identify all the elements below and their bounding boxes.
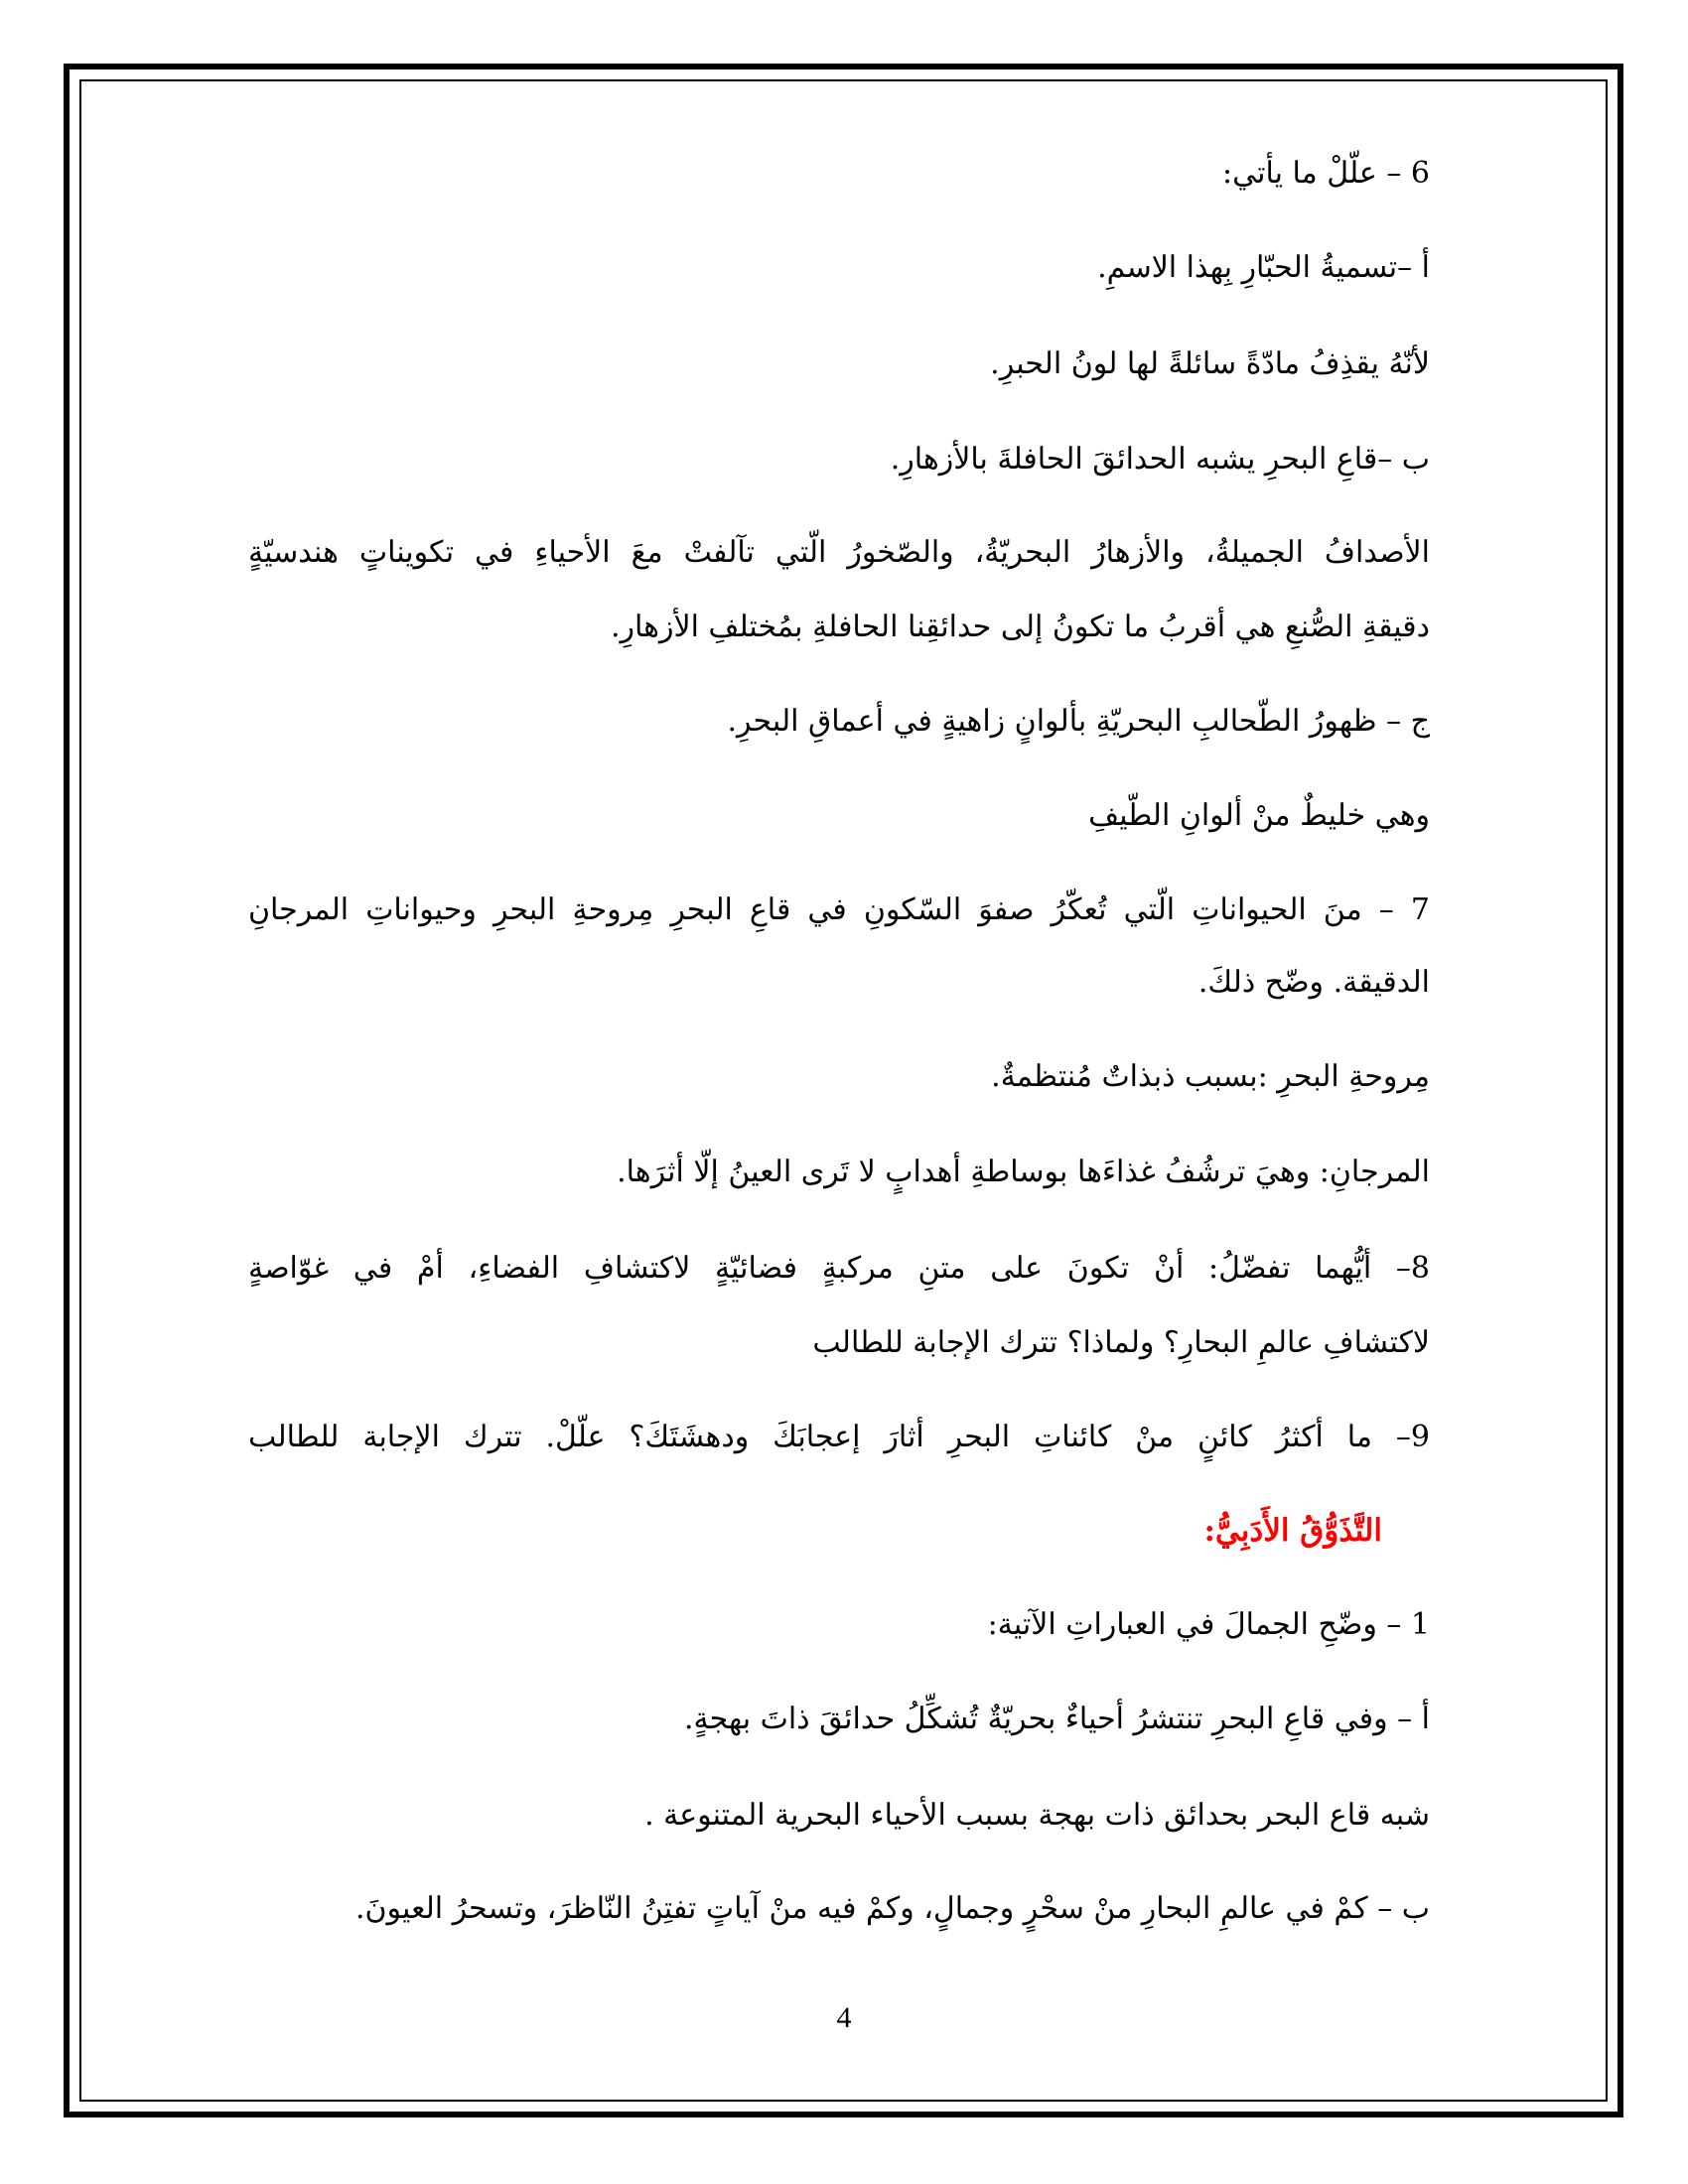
- taste-question-1a-text: أ – وفي قاعِ البحرِ تنتشرُ أحياءٌ بحريّةٌ تُشكِّلُ حدائقَ ذاتَ بهجةٍ.: [683, 1702, 1430, 1736]
- question-7-line-1: 7 – منَ الحيواناتِ الّتي تُعكّرُ صفوَ السّكونِ في قاعِ البحرِ مِروحةِ البحرِ وحيواناتِ المرجانِ: [248, 892, 1430, 927]
- answer-7-coral-text: المرجانِ: وهيَ ترشُفُ غذاءَها بوساطةِ أهدابٍ لا تَرى العينُ إلّا أثرَها.: [617, 1155, 1430, 1189]
- question-6-text: 6 – علّلْ ما يأتي:: [1222, 156, 1430, 191]
- question-8-line-1: 8– أيُّهما تفضّلُ: أنْ تكونَ على متنِ مركبةٍ فضائيّةٍ لاكتشافِ الفضاءِ، أمْ في غوّاصةٍ: [248, 1251, 1430, 1286]
- section-heading: التَّذَوُّقُ الأَدَبِيُّ:: [1203, 1513, 1382, 1549]
- answer-7-fan-text: مِروحةِ البحرِ :بسبب ذبذاتٌ مُنتظمةٌ.: [991, 1059, 1430, 1094]
- taste-question-1-text: 1 – وضّحِ الجمالَ في العباراتِ الآتية:: [987, 1607, 1430, 1642]
- taste-answer-1a-text: شبه قاع البحر بحدائق ذات بهجة بسبب الأحياء البحرية المتنوعة .: [644, 1798, 1430, 1833]
- page-number: 4: [836, 2001, 852, 2034]
- answer-6a-text: لأنّهُ يقذِفُ مادّةً سائلةً لها لونُ الحبرِ.: [990, 346, 1430, 381]
- answer-6b-line-1: الأصدافُ الجميلةُ، والأزهارُ البحريّةُ، والصّخورُ الّتي تآلفتْ معَ الأحياءِ في تكويناتٍ هندسيّةٍ: [248, 535, 1430, 570]
- answer-6c-text: وهي خليطٌ منْ ألوانِ الطّيفِ: [1088, 798, 1430, 833]
- question-6a-text: أ –تسميةُ الحبّارِ بِهذا الاسمِ.: [1097, 250, 1430, 285]
- taste-question-1b-text: ب – كمْ في عالمِ البحارِ منْ سحْرٍ وجمالٍ، وكمْ فيه منْ آياتٍ تفتِنُ النّاظرَ، وتسحرُ العيونَ.: [354, 1891, 1430, 1926]
- question-6c-text: ج – ظهورُ الطّحالبِ البحريّةِ بألوانٍ زاهيةٍ في أعماقِ البحرِ.: [727, 704, 1430, 739]
- question-8-line-2: لاكتشافِ عالمِ البحارِ؟ ولماذا؟ تترك الإجابة للطالب: [812, 1325, 1430, 1360]
- question-7-line-2: الدقيقة. وضّح ذلكَ.: [1197, 965, 1430, 1000]
- answer-6b-line-2: دقيقةِ الصُّنعِ هي أقربُ ما تكونُ إلى حدائقِنا الحافلةِ بمُختلفِ الأزهارِ.: [610, 610, 1430, 644]
- question-6b-text: ب –قاعِ البحرِ يشبه الحدائقَ الحافلةَ بالأزهارِ.: [890, 442, 1430, 477]
- question-9-text: 9– ما أكثرُ كائنٍ منْ كائناتِ البحرِ أثارَ إعجابَكَ ودهشَتَكَ؟ علّلْ. تترك الإجابة للطالب: [248, 1420, 1430, 1454]
